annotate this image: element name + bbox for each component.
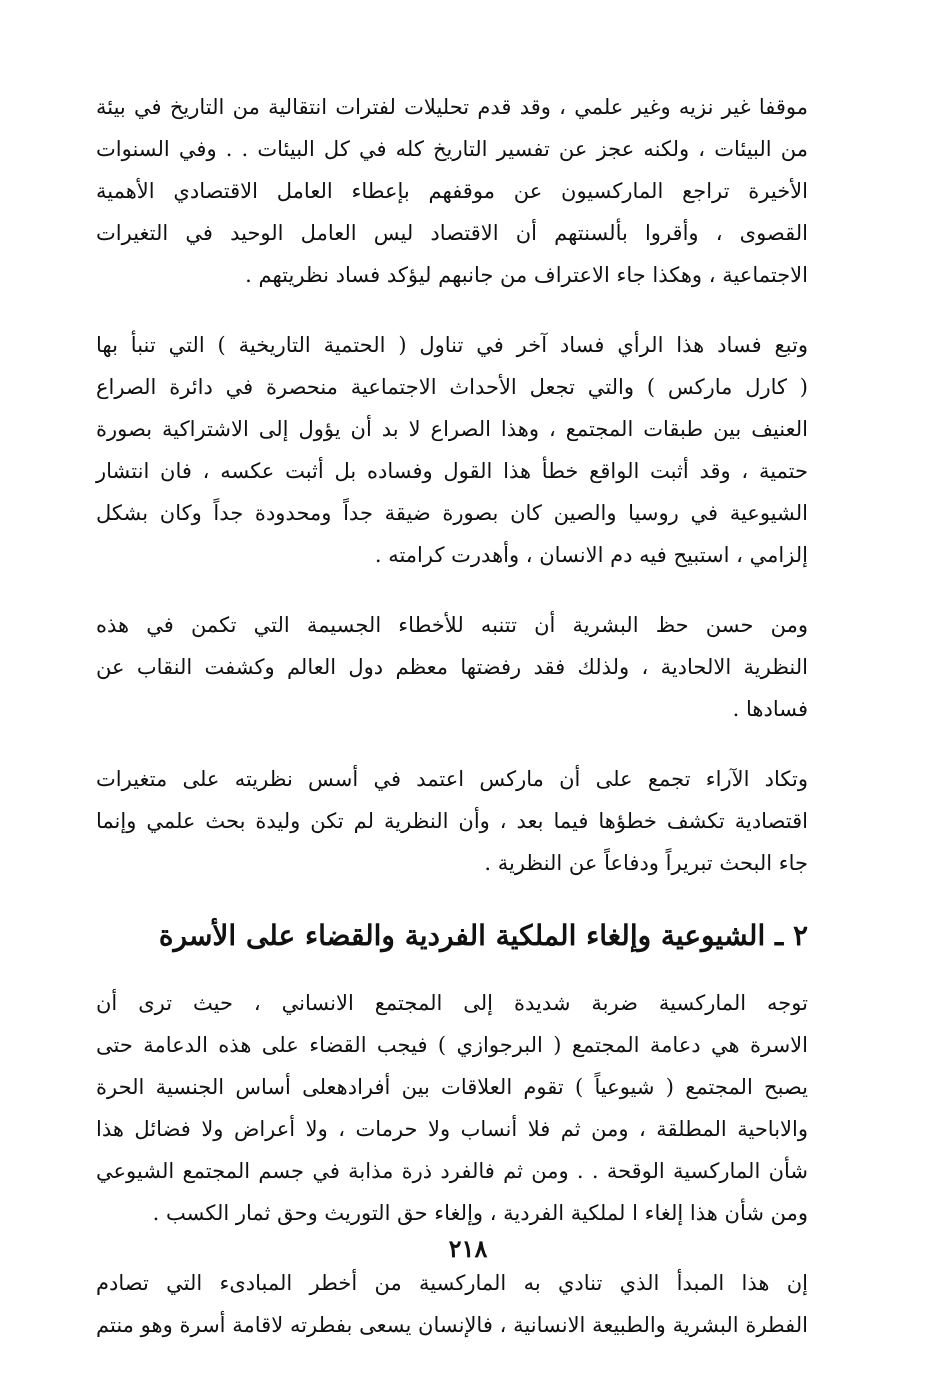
text-line: ومن شأن هذا إلغاء ا لملكية الفردية ، وإلغاء حق التوريث وحق ثمار الكسب . — [152, 1201, 808, 1225]
paragraph-family-attack — [96, 982, 808, 1234]
text-line: الاجتماعية ، وهكذا جاء الاعتراف من جانبهم ليؤكد فساد نظريتهم . — [245, 263, 808, 287]
text-line: من البيئات ، ولكنه عجز عن تفسير التاريخ كله في كل البيئات . . وفي السنوات — [96, 137, 808, 161]
text-line: النظرية الالحادية ، ولذلك فقد رفضتها معظم دول العالم وكشفت النقاب عن — [96, 655, 808, 679]
paragraph-marxism-unscientific — [96, 86, 808, 296]
text-line: فسادها . — [732, 697, 808, 721]
text-line: اقتصادية تكشف خطؤها فيما بعد ، وأن النظرية لم تكن وليدة بحث علمي وإنما — [96, 809, 808, 833]
text-line: القصوى ، وأقروا بألسنتهم أن الاقتصاد ليس العامل الوحيد في التغيرات — [96, 221, 808, 245]
text-line: الفطرة البشرية والطبيعة الانسانية ، فالإنسان يسعى بفطرته لاقامة أسرة وهو منتم — [96, 1313, 808, 1337]
text-line: ( كارل ماركس ) والتي تجعل الأحداث الاجتماعية منحصرة في دائرة الصراع — [96, 375, 808, 399]
text-line: إلزامي ، استبيح فيه دم الانسان ، وأهدرت كرامته . — [374, 543, 808, 567]
paragraph-historical-determinism — [96, 324, 808, 576]
text-line: توجه الماركسية ضربة شديدة إلى المجتمع الانساني ، حيث ترى أن — [96, 991, 808, 1015]
text-line: وتكاد الآراء تجمع على أن ماركس اعتمد في أسس نظريته على متغيرات — [96, 767, 808, 791]
paragraph-humanity-fortune — [96, 604, 808, 730]
text-line: الاسرة هي دعامة المجتمع ( البرجوازي ) فيجب القضاء على هذه الدعامة حتى — [96, 1033, 808, 1057]
text-line: الأخيرة تراجع الماركسيون عن موقفهم بإعطاء العامل الاقتصادي الأهمية — [96, 179, 808, 203]
section-heading: ٢ ـ الشيوعية وإلغاء الملكية الفردية والقضاء على الأسرة — [158, 919, 808, 952]
text-line: جاء البحث تبريراً ودفاعاً عن النظرية . — [484, 851, 808, 875]
text-line: يصبح المجتمع ( شيوعياً ) تقوم العلاقات بين أفرادهعلى أساس الجنسية الحرة — [96, 1075, 808, 1099]
paragraph-principle-danger — [96, 1262, 808, 1346]
text-line: شأن الماركسية الوقحة . . ومن ثم فالفرد ذرة مذابة في جسم المجتمع الشيوعي — [96, 1159, 808, 1183]
text-line: الشيوعية في روسيا والصين كان بصورة ضيقة جداً ومحدودة جداً وكان بشكل — [96, 501, 808, 525]
text-line: والاباحية المطلقة ، ومن ثم فلا أنساب ولا حرمات ، ولا أعراض ولا فضائل هذا — [96, 1117, 808, 1141]
text-line: وتبع فساد هذا الرأي فساد آخر في تناول ( الحتمية التاريخية ) التي تنبأ بها — [96, 333, 808, 357]
text-line: موقفا غير نزيه وغير علمي ، وقد قدم تحليلات لفترات انتقالية من التاريخ في بيئة — [96, 95, 808, 119]
text-line: حتمية ، وقد أثبت الواقع خطأ هذا القول وفساده بل أثبت عكسه ، فان انتشار — [96, 459, 808, 483]
page-number: ٢١٨ — [448, 1234, 488, 1263]
text-line: ومن حسن حظ البشرية أن تتنبه للأخطاء الجسيمة التي تكمن في هذه — [96, 613, 808, 637]
text-line: العنيف بين طبقات المجتمع ، وهذا الصراع لا بد أن يؤول إلى الاشتراكية بصورة — [96, 417, 808, 441]
paragraph-opinions-consensus — [96, 758, 808, 884]
text-line: إن هذا المبدأ الذي تنادي به الماركسية من أخطر المبادىء التي تصادم — [96, 1271, 808, 1295]
page-body — [96, 86, 808, 1374]
